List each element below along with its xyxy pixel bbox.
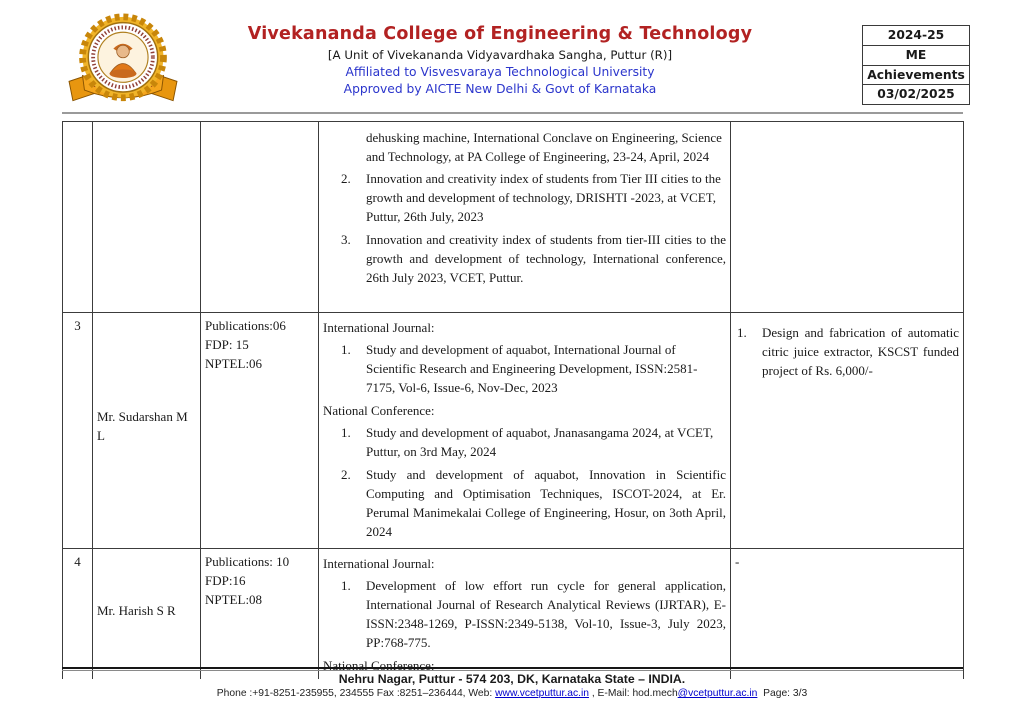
approval-line: Approved by AICTE New Delhi & Govt of Karnataka bbox=[343, 82, 657, 96]
stat-publications: Publications: 10 bbox=[205, 554, 290, 569]
affiliation-line: Affiliated to Visvesvaraya Technological University bbox=[345, 65, 655, 79]
stats-cell bbox=[201, 313, 319, 549]
stat-nptel: NPTEL:08 bbox=[205, 592, 263, 607]
projects-cell: - bbox=[731, 549, 964, 680]
document-date: 03/02/2025 bbox=[862, 84, 970, 105]
list-item bbox=[323, 340, 726, 397]
email-link[interactable]: @vcetputtur.ac.in bbox=[677, 688, 758, 699]
section-heading: National Conference: bbox=[323, 658, 435, 673]
continued-paragraph: dehusking machine, International Conclave on Engineering, Science and Technology, at PA College of Engineering, 23-24, April, 2024 bbox=[366, 130, 722, 164]
table-row bbox=[63, 549, 964, 680]
table-row bbox=[63, 122, 964, 313]
stat-fdp: FDP:16 bbox=[205, 573, 246, 588]
stats-cell bbox=[201, 122, 319, 313]
website-link[interactable]: www.vcetputtur.ac.in bbox=[495, 688, 589, 699]
section-heading: International Journal: bbox=[323, 320, 435, 335]
item-number: 1. bbox=[341, 578, 351, 593]
college-name: Vivekananda College of Engineering & Technology bbox=[247, 24, 753, 44]
contact-text: Phone :+91-8251-235955, 234555 Fax :8251–236444, Web: bbox=[216, 688, 496, 699]
achievements-table bbox=[62, 121, 964, 679]
category: Achievements bbox=[862, 65, 970, 86]
item-text: Study and development of aquabot, Jnanasangama 2024, at VCET, Puttur, on 3rd May, 2024 bbox=[366, 425, 714, 459]
item-text: Development of low effort run cycle for general application, International Journal of Research Analytical Reviews (IJRTAR), E-ISSN:2348-1269, P-ISSN:2349-5138, Vol-10, Issue-3, July 2023, PP:768-775. bbox=[366, 578, 726, 650]
projects-cell bbox=[731, 313, 964, 549]
item-number: 1. bbox=[737, 325, 747, 340]
details-cell bbox=[319, 313, 731, 549]
unit-line: [A Unit of Vivekananda Vidyavardhaka Sangha, Puttur (R)] bbox=[327, 48, 673, 62]
list-item bbox=[323, 230, 726, 287]
item-number: 3. bbox=[341, 232, 351, 247]
letterhead bbox=[210, 24, 790, 96]
contact-text: , E-Mail: hod.mech bbox=[588, 688, 678, 699]
item-number: 2. bbox=[341, 467, 351, 482]
sl-no-cell: 3 bbox=[63, 313, 93, 549]
footer-divider bbox=[62, 667, 963, 671]
section-heading: International Journal: bbox=[323, 556, 435, 571]
item-number: 2. bbox=[341, 171, 351, 186]
list-item bbox=[323, 169, 726, 226]
document-info-box bbox=[862, 25, 970, 105]
item-text: Innovation and creativity index of students from Tier III cities to the growth and development of technology, DRISHTI -2023, at VCET, Puttur, 26th July, 2023 bbox=[366, 171, 721, 224]
item-number: 1. bbox=[341, 425, 351, 440]
table-row bbox=[63, 313, 964, 549]
section-heading: National Conference: bbox=[323, 403, 435, 418]
college-seal-logo bbox=[64, 12, 182, 118]
list-item bbox=[323, 423, 726, 461]
name-cell: Mr. Harish S R bbox=[93, 549, 201, 680]
department: ME bbox=[862, 45, 970, 66]
page-number: Page: 3/3 bbox=[763, 688, 808, 699]
projects-cell bbox=[731, 122, 964, 313]
name-cell: Mr. Sudarshan M L bbox=[93, 313, 201, 549]
item-text: Design and fabrication of automatic citric juice extractor, KSCST funded project of Rs. 6,000/- bbox=[762, 325, 959, 378]
item-text: Study and development of aquabot, International Journal of Scientific Research and Engineering Development, ISSN:2581-7175, Vol-6, Issue-6, Nov-Dec, 2023 bbox=[366, 342, 698, 395]
stats-cell bbox=[201, 549, 319, 680]
name-cell bbox=[93, 122, 201, 313]
sl-no-cell bbox=[63, 122, 93, 313]
details-cell bbox=[319, 122, 731, 313]
item-text: Innovation and creativity index of students from tier-III cities to the growth and development of technology, International conference, 26th July 2023, VCET, Puttur. bbox=[366, 232, 726, 285]
list-item bbox=[323, 576, 726, 652]
list-item bbox=[323, 465, 726, 541]
details-cell bbox=[319, 549, 731, 680]
header-divider bbox=[62, 112, 963, 114]
list-item bbox=[735, 323, 959, 380]
stat-nptel: NPTEL:06 bbox=[205, 356, 263, 371]
academic-year: 2024-25 bbox=[862, 25, 970, 46]
sl-no-cell: 4 bbox=[63, 549, 93, 680]
footer-contact bbox=[0, 688, 1024, 699]
stat-fdp: FDP: 15 bbox=[205, 337, 249, 352]
item-number: 1. bbox=[341, 342, 351, 357]
stat-publications: Publications:06 bbox=[205, 318, 286, 333]
college-seal-icon bbox=[64, 12, 182, 118]
item-text: Study and development of aquabot, Innovation in Scientific Computing and Optimisation Techniques, ISCOT-2024, at Er. Perumal Manimekalai College of Engineering, Hosur, on 3oth April, 2024 bbox=[366, 467, 726, 539]
footer-address: Nehru Nagar, Puttur - 574 203, DK, Karnataka State – INDIA. bbox=[338, 672, 686, 686]
